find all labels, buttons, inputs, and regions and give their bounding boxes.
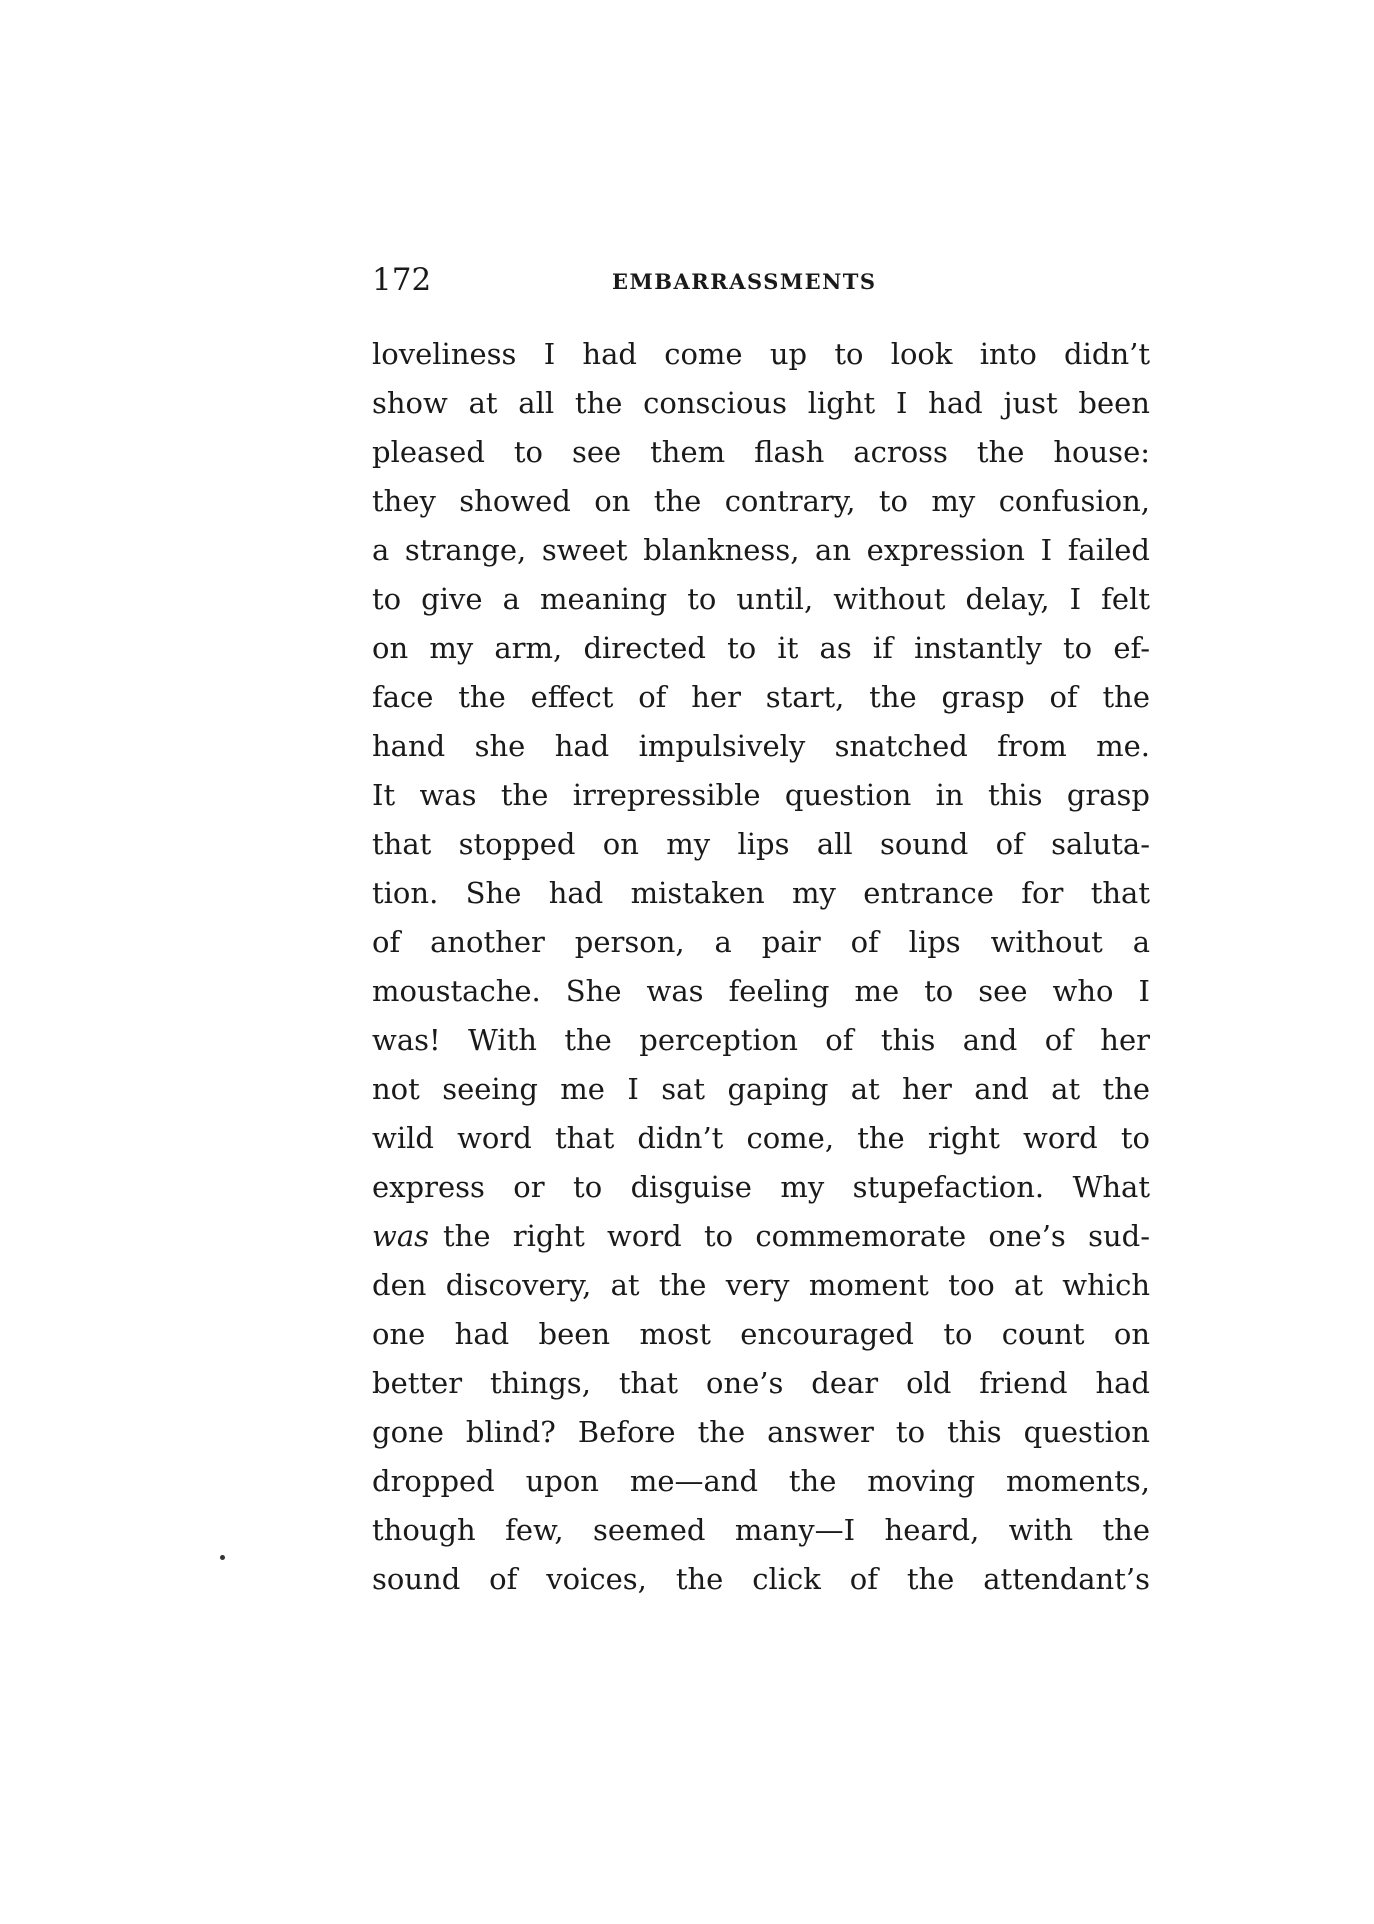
text-line: to give a meaning to until, without delay, I felt [372,582,1150,616]
text-line: show at all the conscious light I had just been [372,386,1150,420]
text-line: gone blind? Before the answer to this question [372,1415,1150,1449]
text-line: moustache. She was feeling me to see who I [372,974,1150,1008]
text-line: was! With the perception of this and of her [372,1023,1150,1057]
text-line: tion. She had mistaken my entrance for that [372,876,1150,910]
text-line: hand she had impulsively snatched from me. [372,729,1150,763]
text-line: wild word that didn’t come, the right word to [372,1121,1150,1155]
text-line: sound of voices, the click of the attendant’s [372,1562,1150,1596]
text-line: on my arm, directed to it as if instantly to ef- [372,631,1150,665]
stray-ink-dot [220,1555,225,1560]
text-line: loveliness I had come up to look into didn’t [372,337,1150,371]
italic-word: was [372,1219,429,1253]
text-line: of another person, a pair of lips without a [372,925,1150,959]
text-line: better things, that one’s dear old friend had [372,1366,1150,1400]
page-number: 172 [372,262,432,298]
text-line: a strange, sweet blankness, an expression I failed [372,533,1150,567]
body-text [372,330,1150,1604]
text-line: pleased to see them flash across the house: [372,435,1150,469]
text-line: dropped upon me—and the moving moments, [372,1464,1150,1498]
text-line: one had been most encouraged to count on [372,1317,1150,1351]
text-line: express or to disguise my stupefaction. What [372,1170,1150,1204]
running-title: EMBARRASSMENTS [612,269,877,294]
text-line-with-italic [372,1212,1150,1261]
text-line-rest: the right word to commemorate one’s sud- [443,1219,1150,1253]
running-head [372,258,1150,302]
text-line: not seeing me I sat gaping at her and at the [372,1072,1150,1106]
text-line: they showed on the contrary, to my confusion, [372,484,1150,518]
text-line: face the effect of her start, the grasp of the [372,680,1150,714]
text-line: It was the irrepressible question in this grasp [372,778,1150,812]
text-line: den discovery, at the very moment too at which [372,1268,1150,1302]
text-line: though few, seemed many—I heard, with the [372,1513,1150,1547]
text-line: that stopped on my lips all sound of saluta- [372,827,1150,861]
